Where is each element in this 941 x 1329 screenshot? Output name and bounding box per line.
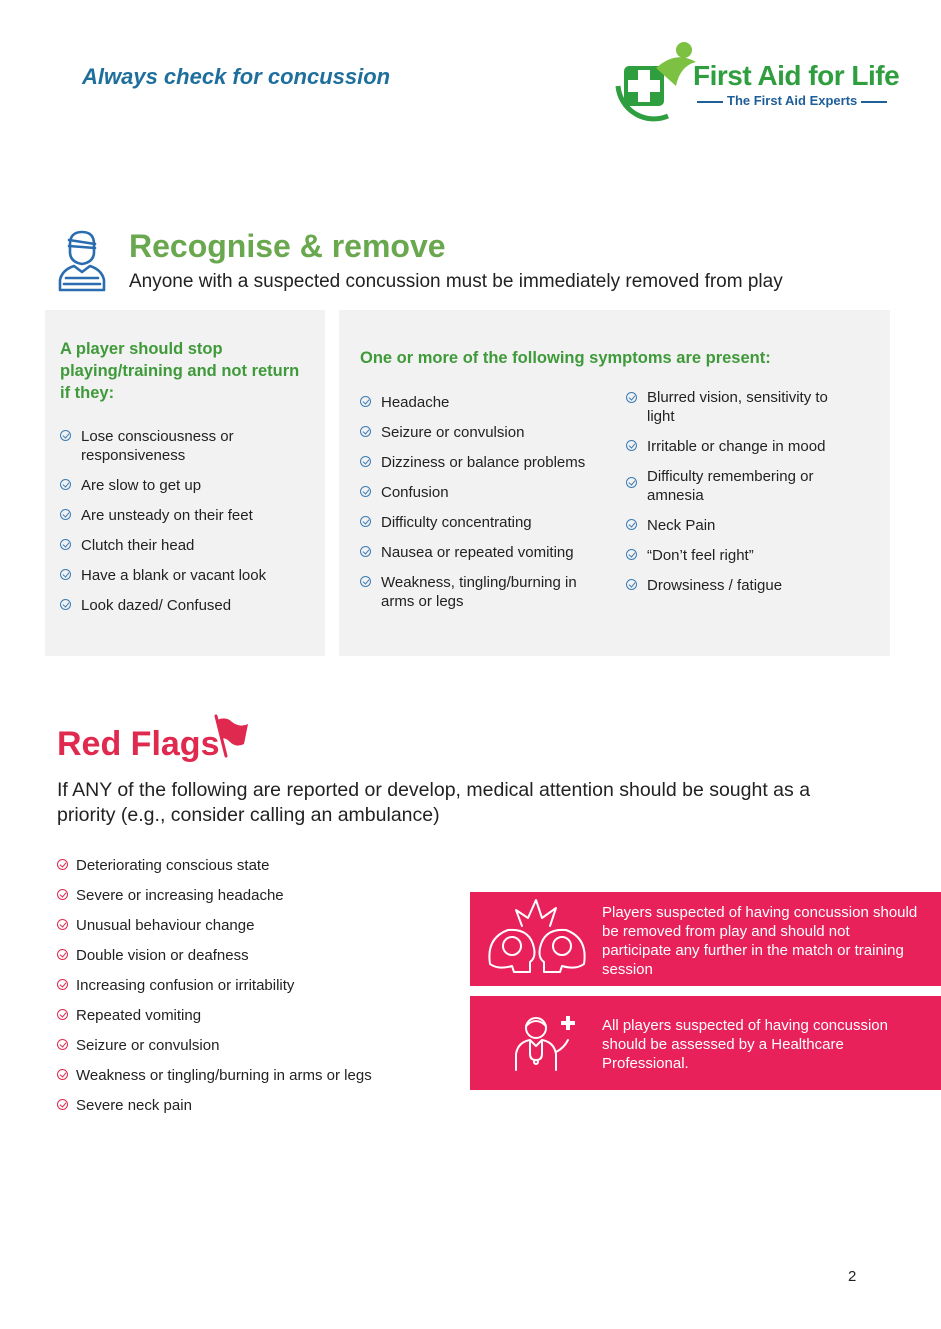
list-item: Severe neck pain <box>57 1096 437 1115</box>
list-item: Nausea or repeated vomiting <box>360 543 600 562</box>
list-item: “Don’t feel right” <box>626 546 856 565</box>
check-circle-icon <box>57 949 68 960</box>
list-item: Irritable or change in mood <box>626 437 856 456</box>
symptoms-heading: One or more of the following symptoms are present: <box>360 349 771 367</box>
list-item: Severe or increasing headache <box>57 886 437 905</box>
list-item: Difficulty concentrating <box>360 513 600 532</box>
check-circle-icon <box>360 486 371 497</box>
check-circle-icon <box>57 919 68 930</box>
check-circle-icon <box>57 1009 68 1020</box>
assessment-box <box>470 996 941 1090</box>
symptoms-panel <box>339 310 890 656</box>
list-item: Have a blank or vacant look <box>60 566 310 585</box>
check-circle-icon <box>626 549 637 560</box>
list-item: Neck Pain <box>626 516 856 535</box>
list-item: Weakness, tingling/burning in arms or legs <box>360 573 585 611</box>
page-number: 2 <box>848 1268 857 1285</box>
remove-from-play-box <box>470 892 941 986</box>
red-flag-icon <box>212 714 252 758</box>
list-item: Are unsteady on their feet <box>60 506 310 525</box>
list-item: Seizure or convulsion <box>57 1036 437 1055</box>
injured-player-icon <box>56 228 108 292</box>
check-circle-icon <box>57 1069 68 1080</box>
list-item: Lose consciousness or responsiveness <box>60 427 310 465</box>
check-circle-icon <box>626 477 637 488</box>
list-item: Clutch their head <box>60 536 310 555</box>
check-circle-icon <box>60 430 71 441</box>
symptoms-list-col1 <box>360 393 600 611</box>
list-item: Double vision or deafness <box>57 946 437 965</box>
logo-brand-name: First Aid for Life <box>693 60 900 91</box>
logo-tagline-text: The First Aid Experts <box>727 93 858 108</box>
list-item: Weakness or tingling/burning in arms or legs <box>57 1066 437 1085</box>
red-flags-title: Red Flags <box>57 725 220 763</box>
check-circle-icon <box>626 519 637 530</box>
check-circle-icon <box>57 859 68 870</box>
stop-playing-heading: A player should stop playing/training and not return if they: <box>60 340 300 402</box>
list-item: Drowsiness / fatigue <box>626 576 856 595</box>
logo-tagline <box>693 93 891 108</box>
check-circle-icon <box>57 889 68 900</box>
list-item: Are slow to get up <box>60 476 310 495</box>
check-circle-icon <box>60 599 71 610</box>
check-circle-icon <box>360 576 371 587</box>
recognise-remove-subtitle: Anyone with a suspected concussion must be immediately removed from play <box>129 271 783 292</box>
list-item: Repeated vomiting <box>57 1006 437 1025</box>
assessment-text: All players suspected of having concussion should be assessed by a Healthcare Professional. <box>602 1017 888 1072</box>
check-circle-icon <box>60 479 71 490</box>
list-item: Blurred vision, sensitivity to light <box>626 388 856 426</box>
remove-from-play-text: Players suspected of having concussion should be removed from play and should not participate any further in the match or training session <box>602 904 918 978</box>
check-circle-icon <box>57 1039 68 1050</box>
check-circle-icon <box>60 509 71 520</box>
check-circle-icon <box>57 1099 68 1110</box>
stop-playing-list <box>60 427 310 615</box>
check-circle-icon <box>626 440 637 451</box>
list-item: Increasing confusion or irritability <box>57 976 437 995</box>
check-circle-icon <box>60 539 71 550</box>
check-circle-icon <box>626 392 637 403</box>
list-item: Headache <box>360 393 600 412</box>
list-item: Confusion <box>360 483 600 502</box>
check-circle-icon <box>57 979 68 990</box>
check-circle-icon <box>360 426 371 437</box>
list-item: Deteriorating conscious state <box>57 856 437 875</box>
doctor-icon <box>512 1014 578 1072</box>
stop-playing-panel <box>45 310 325 656</box>
list-item: Unusual behaviour change <box>57 916 437 935</box>
red-flags-list <box>57 856 437 1115</box>
check-circle-icon <box>60 569 71 580</box>
check-circle-icon <box>360 546 371 557</box>
symptoms-list-col2 <box>626 388 856 595</box>
list-item: Seizure or convulsion <box>360 423 600 442</box>
list-item: Dizziness or balance problems <box>360 453 600 472</box>
list-item: Difficulty remembering or amnesia <box>626 467 856 505</box>
page-header-title: Always check for concussion <box>82 64 391 89</box>
check-circle-icon <box>626 579 637 590</box>
head-impact-icon <box>484 896 590 982</box>
check-circle-icon <box>360 396 371 407</box>
red-flags-subtitle: If ANY of the following are reported or develop, medical attention should be sought as a priority (e.g., consider calling an ambulance) <box>57 779 811 826</box>
recognise-remove-title: Recognise & remove <box>129 228 446 264</box>
list-item: Look dazed/ Confused <box>60 596 310 615</box>
check-circle-icon <box>360 456 371 467</box>
check-circle-icon <box>360 516 371 527</box>
